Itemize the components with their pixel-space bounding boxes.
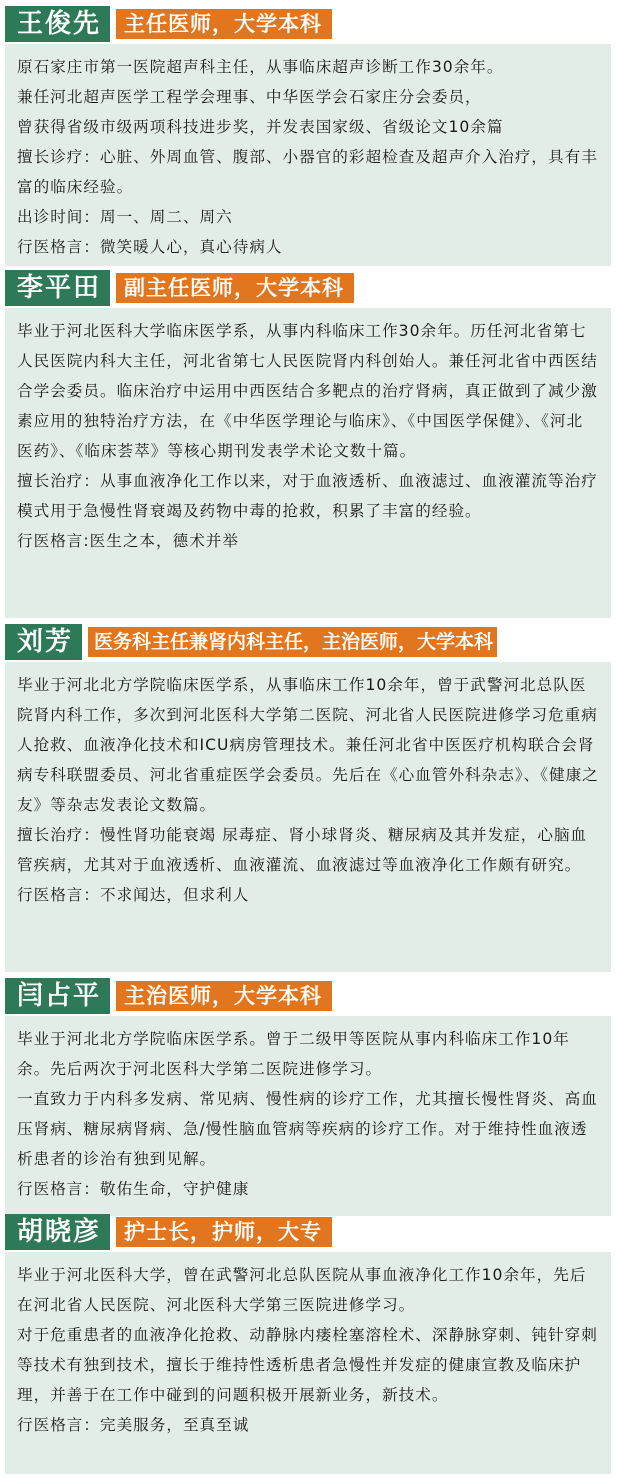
bio-paragraph: 毕业于河北北方学院临床医学系，从事临床工作10余年，曾于武警河北总队医院肾内科工作，多次到河北医科大学第二医院、河北省人民医院进修学习危重病人抢救、血液净化技术和ICU病房管理技术。兼任河北省中医医疗机构联合会肾病专科联盟委员、河北省重症医学会委员。先后在《心血管外科杂志》、《健康之友》等杂志发表论文数篇。 <box>17 676 599 814</box>
bio-paragraph: 毕业于河北北方学院临床医学系。曾于二级甲等医院从事内科临床工作10年余。先后两次于河北医科大学第二医院进修学习。 <box>17 1030 570 1078</box>
bio-paragraph: 擅长治疗：慢性肾功能衰竭 尿毒症、肾小球肾炎、糖尿病及其并发症，心脑血管疾病，尤其对于血液透析、血液灌流、血液滤过等血液净化工作颇有研究。 <box>17 826 588 874</box>
doctor-title-badge: 主任医师，大学本科 <box>116 9 332 39</box>
doctor-name: 王俊先 <box>5 6 110 42</box>
doctor-bio <box>5 308 611 618</box>
doctor-bio <box>5 662 611 972</box>
bio-paragraph: 擅长治疗：从事血液净化工作以来，对于血液透析、血液滤过、血液灌流等治疗模式用于急慢性肾衰竭及药物中毒的抢救，积累了丰富的经验。 <box>17 472 598 520</box>
doctor-title-badge: 主治医师，大学本科 <box>116 981 332 1011</box>
doctor-title-badge: 护士长，护师，大专 <box>116 1217 332 1247</box>
doctor-name: 胡晓彦 <box>5 1214 110 1250</box>
bio-paragraph: 擅长诊疗：心脏、外周血管、腹部、小器官的彩超检查及超声介入治疗，具有丰富的临床经验。 <box>17 148 598 196</box>
bio-paragraph: 对于危重患者的血液净化抢救、动静脉内瘘栓塞溶栓术、深静脉穿刺、钝针穿刺等技术有独到技术，擅长于维持性透析患者急慢性并发症的健康宣教及临床护理，并善于在工作中碰到的问题积极开展新业务，新技术。 <box>17 1326 598 1404</box>
bio-paragraph: 原石家庄市第一医院超声科主任，从事临床超声诊断工作30余年。 <box>17 58 504 76</box>
bio-paragraph: 曾获得省级市级两项科技进步奖，并发表国家级、省级论文10余篇 <box>17 118 504 136</box>
bio-paragraph: 一直致力于内科多发病、常见病、慢性病的诊疗工作，尤其擅长慢性肾炎、高血压肾病、糖尿病肾病、急/慢性脑血管病等疾病的诊疗工作。对于维持性血液透析患者的诊治有独到见解。 <box>17 1090 598 1168</box>
motto-line: 行医格言：微笑暖人心，真心待病人 <box>17 238 283 256</box>
doctor-bio <box>5 1252 611 1474</box>
motto-line: 行医格言：不求闻达，但求利人 <box>17 886 250 904</box>
motto-line: 行医格言：敬佑生命，守护健康 <box>17 1180 250 1198</box>
bio-paragraph: 毕业于河北医科大学，曾在武警河北总队医院从事血液净化工作10余年，先后在河北省人民医院、河北医科大学第三医院进修学习。 <box>17 1266 587 1314</box>
schedule-line: 出诊时间：周一、周二、周六 <box>17 208 233 226</box>
motto-line: 行医格言:医生之本，德术并举 <box>17 532 239 550</box>
doctor-header <box>5 624 497 660</box>
doctor-name: 刘芳 <box>5 624 82 660</box>
doctor-bio <box>5 1016 611 1216</box>
bio-paragraph: 毕业于河北医科大学临床医学系，从事内科临床工作30余年。历任河北省第七人民医院内科大主任，河北省第七人民医院肾内科创始人。兼任河北省中西医结合学会委员。临床治疗中运用中西医结合多靶点的治疗肾病，真正做到了减少激素应用的独特治疗方法，在《中华医学理论与临床》、《中国医学保健》、《河北医药》、《临床荟萃》等核心期刊发表学术论文数十篇。 <box>17 322 598 460</box>
doctor-header <box>5 6 332 42</box>
doctor-header <box>5 270 354 306</box>
doctor-name: 李平田 <box>5 270 110 306</box>
doctor-header <box>5 1214 332 1250</box>
doctor-title-badge: 医务科主任兼肾内科主任，主治医师，大学本科 <box>88 627 497 657</box>
doctor-name: 闫占平 <box>5 978 110 1014</box>
motto-line: 行医格言：完美服务，至真至诚 <box>17 1416 250 1434</box>
doctor-header <box>5 978 332 1014</box>
doctor-bio <box>5 44 611 266</box>
doctor-title-badge: 副主任医师，大学本科 <box>116 273 354 303</box>
bio-paragraph: 兼任河北超声医学工程学会理事、中华医学会石家庄分会委员， <box>17 88 482 106</box>
